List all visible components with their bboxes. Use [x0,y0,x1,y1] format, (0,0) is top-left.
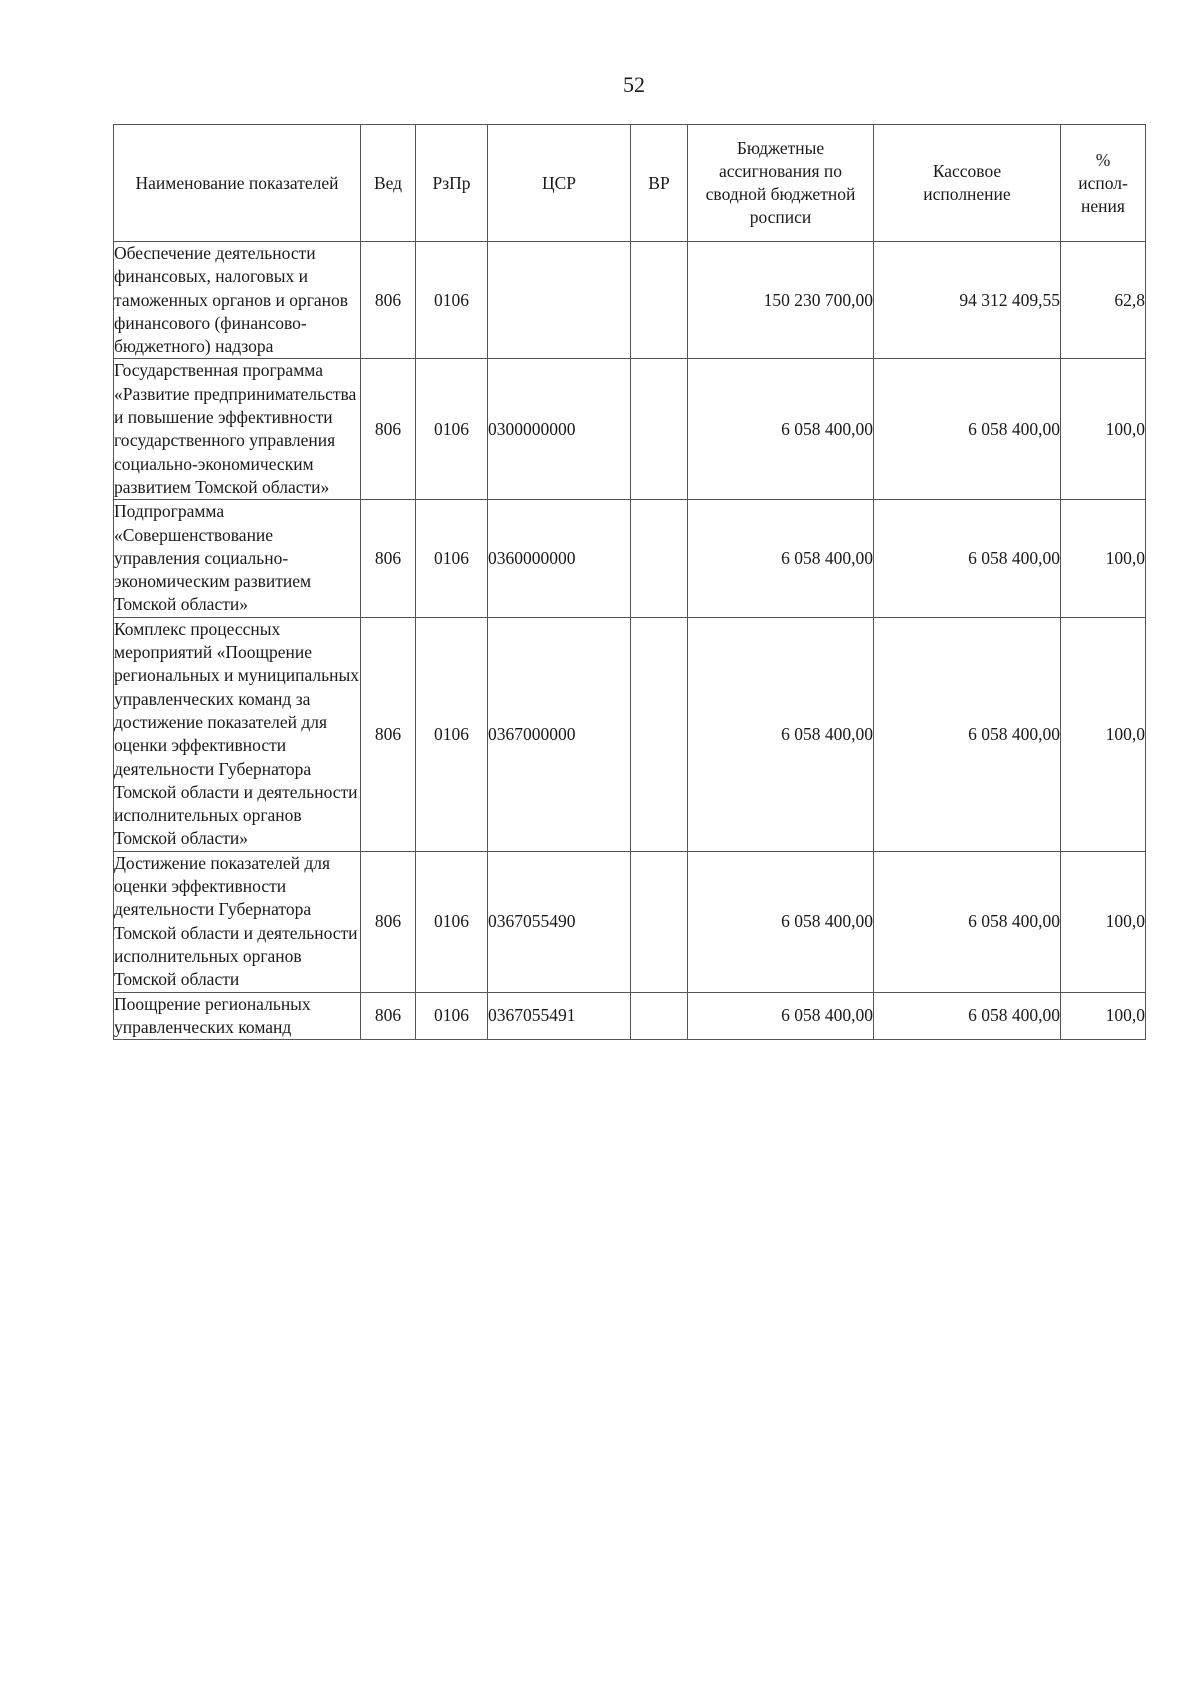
header-percent: % испол-нения [1061,125,1146,242]
row-rzpr: 0106 [416,500,488,617]
row-assignments: 6 058 400,00 [688,359,874,500]
row-csr [488,242,631,359]
row-percent: 62,8 [1061,242,1146,359]
budget-execution-table [113,124,1146,1040]
row-vr [631,359,688,500]
row-assignments: 6 058 400,00 [688,992,874,1040]
row-name: Достижение показателей для оценки эффективности деятельности Губернатора Томской области и деятельности исполнительных органов Томской области [114,851,361,992]
row-cash: 6 058 400,00 [874,500,1061,617]
row-cash: 6 058 400,00 [874,851,1061,992]
row-csr: 0367000000 [488,617,631,851]
row-vr [631,851,688,992]
row-percent: 100,0 [1061,992,1146,1040]
row-name: Поощрение региональных управленческих команд [114,992,361,1040]
table-row [114,851,1146,992]
row-ved: 806 [361,851,416,992]
row-percent: 100,0 [1061,851,1146,992]
header-cash: Кассовое исполнение [874,125,1061,242]
page-number: 52 [623,72,645,97]
row-name: Комплекс процессных мероприятий «Поощрение региональных и муниципальных управленческих команд за достижение показателей для оценки эффективности деятельности Губернатора Томской области и деятельности исполнительных органов Томской области» [114,617,361,851]
row-cash: 6 058 400,00 [874,617,1061,851]
row-rzpr: 0106 [416,992,488,1040]
header-vr: ВР [631,125,688,242]
row-ved: 806 [361,617,416,851]
table-row [114,242,1146,359]
row-name: Обеспечение деятельности финансовых, налоговых и таможенных органов и органов финансового (финансово-бюджетного) надзора [114,242,361,359]
row-vr [631,242,688,359]
table-row [114,617,1146,851]
row-ved: 806 [361,359,416,500]
row-csr: 0360000000 [488,500,631,617]
row-percent: 100,0 [1061,500,1146,617]
row-percent: 100,0 [1061,359,1146,500]
row-vr [631,992,688,1040]
header-ved: Вед [361,125,416,242]
header-assignments: Бюджетные ассигнования по сводной бюджетной росписи [688,125,874,242]
row-percent: 100,0 [1061,617,1146,851]
row-cash: 6 058 400,00 [874,359,1061,500]
table-row [114,992,1146,1040]
row-csr: 0367055490 [488,851,631,992]
row-assignments: 6 058 400,00 [688,617,874,851]
row-cash: 6 058 400,00 [874,992,1061,1040]
table-header-row [114,125,1146,242]
header-name: Наименование показателей [114,125,361,242]
row-name: Государственная программа «Развитие предпринимательства и повышение эффективности государственного управления социально-экономическим развитием Томской области» [114,359,361,500]
row-assignments: 6 058 400,00 [688,851,874,992]
row-vr [631,617,688,851]
row-vr [631,500,688,617]
row-rzpr: 0106 [416,617,488,851]
row-csr: 0367055491 [488,992,631,1040]
row-rzpr: 0106 [416,851,488,992]
row-ved: 806 [361,242,416,359]
header-rzpr: РзПр [416,125,488,242]
table-row [114,500,1146,617]
table-row [114,359,1146,500]
row-name: Подпрограмма «Совершенствование управления социально-экономическим развитием Томской области» [114,500,361,617]
row-ved: 806 [361,500,416,617]
row-rzpr: 0106 [416,242,488,359]
header-csr: ЦСР [488,125,631,242]
row-csr: 0300000000 [488,359,631,500]
row-rzpr: 0106 [416,359,488,500]
row-cash: 94 312 409,55 [874,242,1061,359]
row-assignments: 150 230 700,00 [688,242,874,359]
row-assignments: 6 058 400,00 [688,500,874,617]
row-ved: 806 [361,992,416,1040]
